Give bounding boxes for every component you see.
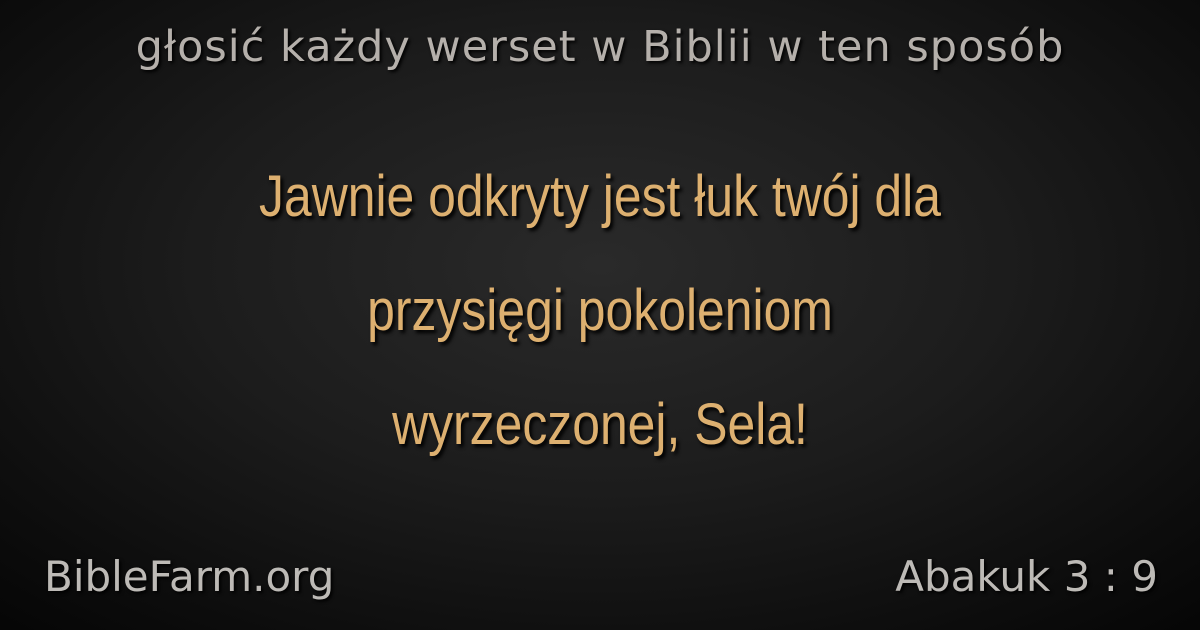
verse-line: wyrzeczonej, Sela! (392, 392, 808, 457)
site-name: BibleFarm.org (44, 552, 335, 601)
tagline: głosić każdy werset w Biblii w ten sposób (135, 22, 1065, 72)
verse-line: przysięgi pokoleniom (367, 278, 833, 343)
verse-text (136, 140, 1065, 482)
verse-line: Jawnie odkryty jest łuk twój dla (259, 164, 941, 229)
verse-reference: Abakuk 3 : 9 (895, 552, 1158, 601)
